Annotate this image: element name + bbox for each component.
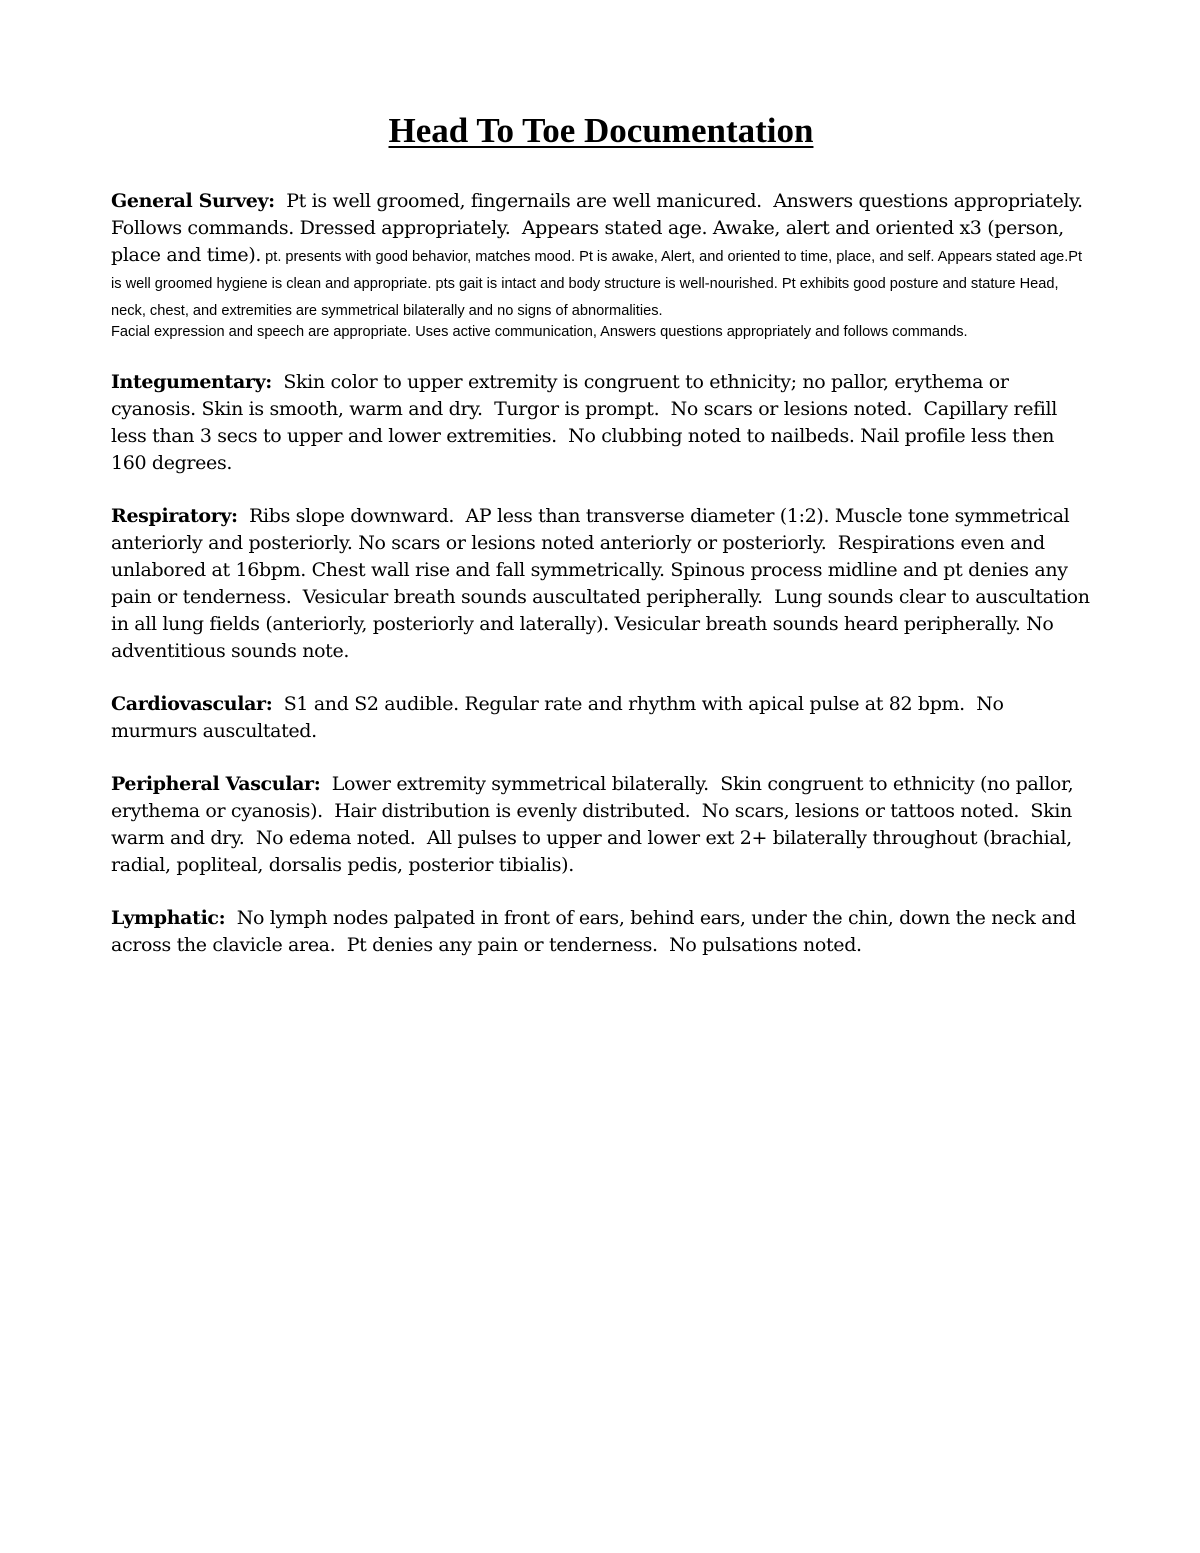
- cardiovascular-label: Cardiovascular:: [111, 692, 273, 715]
- respiratory-text: Ribs slope downward. AP less than transverse diameter (1:2). Muscle tone symmetrical anteriorly and posteriorly. No scars or lesions noted anteriorly or posteriorly. Respirations even and unlabored at 16bpm. Chest wall rise and fall symmetrically. Spinous process midline and pt denies any pain or tenderness. Vesicular breath sounds auscultated peripherally. Lung sounds clear to auscultation in all lung fields (anteriorly, posteriorly and laterally). Vesicular breath sounds heard peripherally. No adventitious sounds note.: [111, 504, 1096, 662]
- section-general-survey: [111, 188, 1095, 343]
- respiratory-label: Respiratory:: [111, 504, 238, 527]
- general-survey-label: General Survey:: [111, 190, 275, 212]
- general-survey-text: Pt is well groomed, fingernails are well manicured. Answers questions appropriately. Follows commands. Dressed appropriately. Appears stated age. Awake, alert and oriented x3 (person, place and time).: [111, 190, 1095, 266]
- peripheral-vascular-text: Lower extremity symmetrical bilaterally. Skin congruent to ethnicity (no pallor, erythema or cyanosis). Hair distribution is evenly distributed. No scars, lesions or tattoos noted. Skin warm and dry. No edema noted. All pulses to upper and lower ext 2+ bilaterally throughout (brachial, radial, popliteal, dorsalis pedis, posterior tibialis).: [111, 772, 1080, 876]
- document-page: [111, 110, 1096, 985]
- general-survey-communication-notes: Facial expression and speech are appropriate. Uses active communication, Answers questions appropriately and follows commands.: [111, 324, 968, 340]
- section-cardiovascular: [111, 691, 1091, 745]
- section-lymphatic: [111, 905, 1091, 959]
- lymphatic-label: Lymphatic:: [111, 906, 226, 929]
- section-integumentary: [111, 369, 1091, 477]
- integumentary-text: Skin color to upper extremity is congruent to ethnicity; no pallor, erythema or cyanosis. Skin is smooth, warm and dry. Turgor is prompt. No scars or lesions noted. Capillary refill less than 3 secs to upper and lower extremities. No clubbing noted to nailbeds. Nail profile less then 160 degrees.: [111, 370, 1063, 474]
- general-survey-additional-notes: pt. presents with good behavior, matches mood. Pt is awake, Alert, and oriented to time, place, and self. Appears stated age.Pt is well groomed hygiene is clean and appropriate. pts gait is intact and body structure is well-nourished. Pt exhibits good posture and stature Head, neck, chest, and extremities are symmetrical bilaterally and no signs of abnormalities.: [111, 249, 1083, 319]
- integumentary-label: Integumentary:: [111, 370, 272, 393]
- section-peripheral-vascular: [111, 771, 1091, 879]
- section-respiratory: [111, 503, 1096, 665]
- document-title: Head To Toe Documentation: [388, 111, 814, 150]
- cardiovascular-text: S1 and S2 audible. Regular rate and rhythm with apical pulse at 82 bpm. No murmurs auscultated.: [111, 692, 1010, 742]
- peripheral-vascular-label: Peripheral Vascular:: [111, 772, 321, 795]
- lymphatic-text: No lymph nodes palpated in front of ears, behind ears, under the chin, down the neck and across the clavicle area. Pt denies any pain or tenderness. No pulsations noted.: [111, 906, 1082, 956]
